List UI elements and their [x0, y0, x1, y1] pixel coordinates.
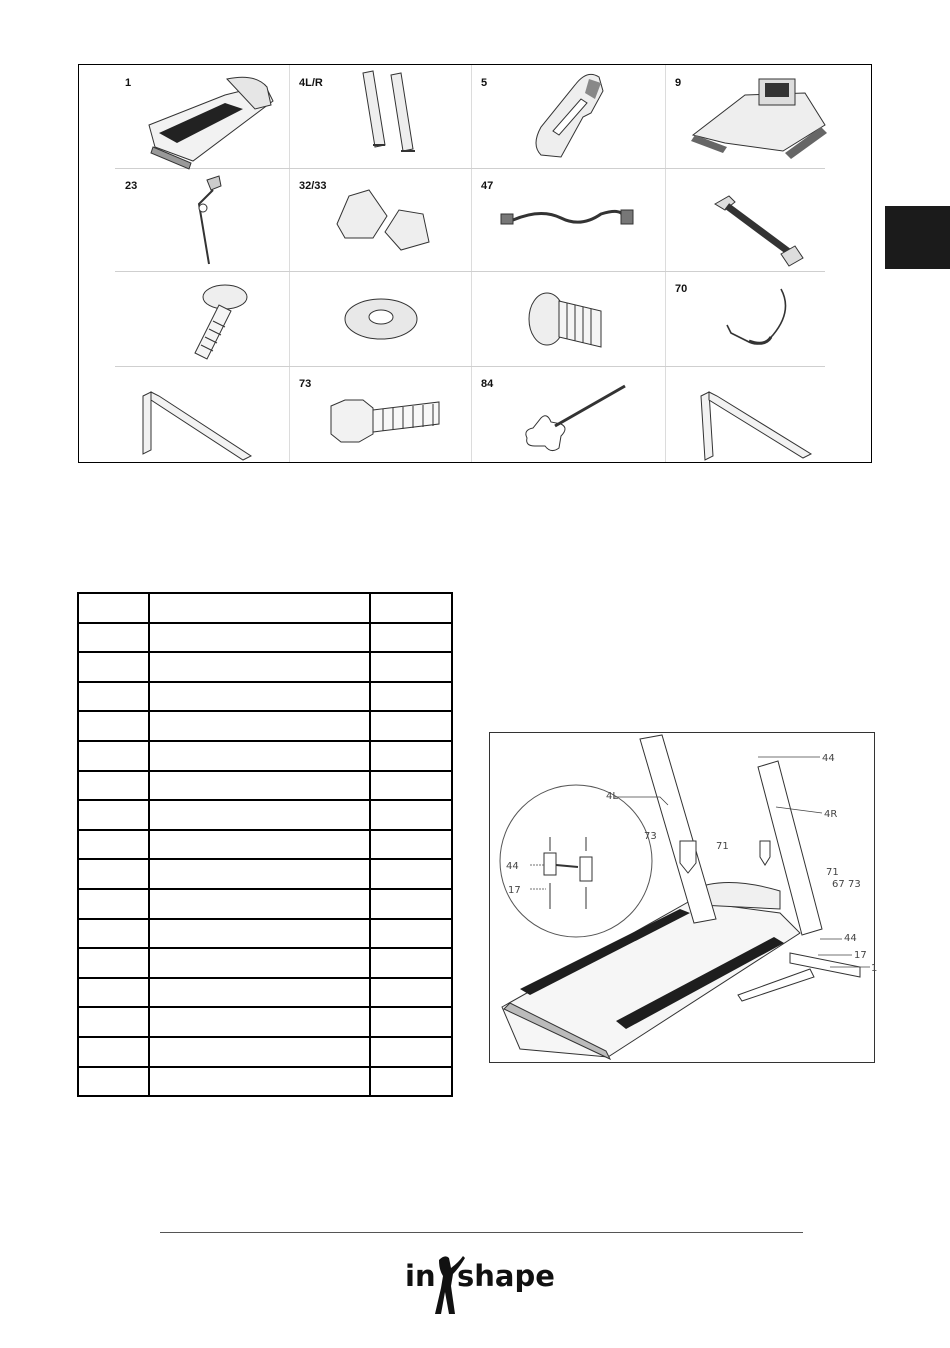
table-cell: [78, 1037, 149, 1067]
part-cell: [471, 366, 665, 462]
part-label: 23: [125, 180, 138, 192]
treadmill-base-icon: [115, 65, 289, 168]
table-cell: [370, 978, 452, 1008]
table-row: [78, 741, 452, 771]
table-cell: [149, 1007, 370, 1037]
table-row: [78, 1037, 452, 1067]
callout-label: 73: [848, 879, 861, 890]
table-row: [78, 859, 452, 889]
callout-label: 4L: [606, 791, 618, 802]
table-cell: [370, 919, 452, 949]
part-cell: [471, 168, 665, 271]
table-cell: [149, 889, 370, 919]
table-cell: [149, 1067, 370, 1097]
cable-icon: [471, 168, 665, 271]
part-label: 1: [125, 77, 132, 89]
table-cell: [78, 919, 149, 949]
table-cell: [149, 682, 370, 712]
table-cell: [370, 948, 452, 978]
part-label: 5: [481, 77, 488, 89]
table-cell: [149, 978, 370, 1008]
part-cell: [115, 366, 289, 462]
washer-icon: [289, 271, 471, 366]
wrench-icon: [665, 168, 871, 271]
part-label: 9: [675, 77, 682, 89]
table-cell: [149, 800, 370, 830]
table-cell: [370, 800, 452, 830]
table-row: [78, 978, 452, 1008]
part-label: 73: [299, 378, 312, 390]
inshape-logo: [405, 1252, 555, 1318]
part-cell: [289, 168, 471, 271]
part-cell: [115, 168, 289, 271]
table-cell: [149, 919, 370, 949]
table-cell: [78, 1007, 149, 1037]
screwdriver-icon: [471, 366, 665, 462]
section-tab: [885, 206, 950, 269]
parts-grid: [78, 64, 872, 463]
table-cell: [78, 711, 149, 741]
table-cell: [149, 623, 370, 653]
table-cell: [370, 771, 452, 801]
part-cell: [471, 271, 665, 366]
part-cell: [665, 366, 871, 462]
table-cell: [149, 771, 370, 801]
table-cell: [78, 623, 149, 653]
table-cell: [370, 593, 452, 623]
table-cell: [149, 711, 370, 741]
table-cell: [78, 1067, 149, 1097]
side-cover-icon: [471, 65, 665, 168]
table-cell: [78, 948, 149, 978]
callout-label: 17: [508, 885, 521, 896]
table-cell: [370, 859, 452, 889]
table-row: [78, 948, 452, 978]
part-label: 84: [481, 378, 494, 390]
hex-bolt-icon: [289, 366, 471, 462]
table-cell: [370, 1067, 452, 1097]
table-cell: [370, 682, 452, 712]
left-upright: [640, 735, 716, 923]
detail-part: [544, 853, 556, 875]
part-cell: [665, 65, 871, 168]
table-cell: [370, 889, 452, 919]
table-cell: [370, 652, 452, 682]
callout-label: 73: [644, 831, 657, 842]
down-arrow: [760, 841, 770, 865]
table-cell: [78, 652, 149, 682]
part-cell: [115, 65, 289, 168]
table-cell: [149, 593, 370, 623]
short-bolt-icon: [471, 271, 665, 366]
table-cell: [149, 830, 370, 860]
table-cell: [370, 711, 452, 741]
part-label: 32/33: [299, 180, 327, 192]
table-row: [78, 771, 452, 801]
footer-divider: [160, 1232, 803, 1233]
allen-key-large-icon: [115, 366, 289, 462]
table-row: [78, 1007, 452, 1037]
table-cell: [370, 1037, 452, 1067]
table-row: [78, 623, 452, 653]
treadmill-assembly-illustration: [490, 733, 876, 1064]
screw-icon: [115, 271, 289, 366]
safety-key-icon: [115, 168, 289, 271]
callout-label: 44: [844, 933, 857, 944]
console-icon: [665, 65, 871, 168]
part-cell: [115, 271, 289, 366]
callout-label: 44: [822, 753, 835, 764]
table-cell: [370, 741, 452, 771]
assembly-diagram: [489, 732, 878, 1063]
table-row: [78, 682, 452, 712]
detail-part: [580, 857, 592, 881]
callout-label: 71: [826, 867, 839, 878]
part-cell: [665, 168, 871, 271]
table-cell: [78, 830, 149, 860]
table-cell: [149, 859, 370, 889]
wire-icon: [665, 271, 871, 366]
base-frame: [738, 969, 814, 1001]
parts-list-table: [77, 592, 453, 1097]
table-cell: [78, 978, 149, 1008]
logo-text-shape: shape: [457, 1259, 555, 1293]
table-cell: [78, 800, 149, 830]
table-cell: [370, 830, 452, 860]
part-cell: [289, 65, 471, 168]
part-label: 4L/R: [299, 77, 323, 89]
allen-key-small-icon: [665, 366, 871, 462]
table-cell: [78, 593, 149, 623]
callout-label: 4R: [824, 809, 838, 820]
part-cell: [289, 271, 471, 366]
upright-covers-icon: [289, 168, 471, 271]
part-cell: [289, 366, 471, 462]
part-cell: [471, 65, 665, 168]
table-row: [78, 889, 452, 919]
part-label: 70: [675, 283, 688, 295]
table-row: [78, 830, 452, 860]
logo-text-in: in: [405, 1259, 436, 1293]
callout-label: 17: [854, 950, 867, 961]
callout-label: 44: [506, 861, 519, 872]
table-row: [78, 800, 452, 830]
table-cell: [370, 1007, 452, 1037]
table-row: [78, 652, 452, 682]
table-row: [78, 593, 452, 623]
table-cell: [370, 623, 452, 653]
table-row: [78, 919, 452, 949]
table-row: [78, 1067, 452, 1097]
table-cell: [149, 948, 370, 978]
callout-label: 67: [832, 879, 845, 890]
table-cell: [78, 889, 149, 919]
table-cell: [78, 682, 149, 712]
table-row: [78, 711, 452, 741]
table-cell: [78, 859, 149, 889]
table-cell: [149, 1037, 370, 1067]
callout-label: 71: [716, 841, 729, 852]
part-label: 47: [481, 180, 494, 192]
table-cell: [149, 652, 370, 682]
callout-label: 1: [871, 963, 878, 974]
table-cell: [78, 771, 149, 801]
detail-circle: [500, 785, 652, 937]
part-cell: [665, 271, 871, 366]
uprights-icon: [289, 65, 471, 168]
table-cell: [78, 741, 149, 771]
table-cell: [149, 741, 370, 771]
